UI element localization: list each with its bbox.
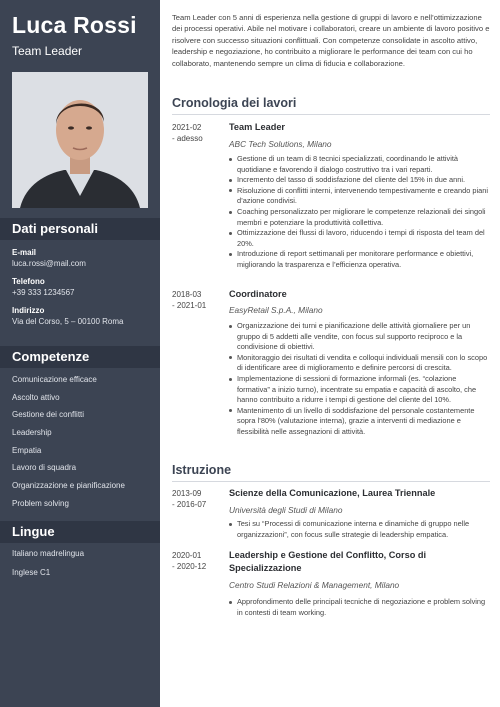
candidate-name: Luca Rossi <box>12 12 137 38</box>
email-value[interactable]: luca.rossi@mail.com <box>12 259 86 268</box>
skill-item: Problem solving <box>12 499 69 508</box>
list-item: Gestione di un team di 8 tecnici specializzati, coordinando le attività quotidiane e favorendo il dialogo costruttivo tra i vari reparti. <box>229 154 491 175</box>
list-item: Tesi su “Processi di comunicazione interna e dinamiche di gruppo nelle organizzazioni”, con focus sulle strategie di leadership empatica. <box>229 519 491 540</box>
education-school: Università degli Studi di Milano <box>229 505 343 515</box>
education-date-start: 2013-09 <box>172 489 202 498</box>
job-title: Team Leader <box>229 122 285 132</box>
job-date-end: - 2021-01 <box>172 301 207 310</box>
skill-item: Comunicazione efficace <box>12 375 97 384</box>
main-content <box>160 0 500 707</box>
skill-item: Leadership <box>12 428 52 437</box>
education-date-end: - 2016-07 <box>172 500 207 509</box>
education-title-continued: Specializzazione <box>229 563 302 573</box>
list-item: Incremento del tasso di soddisfazione del cliente del 15% in due anni. <box>229 175 491 186</box>
job-date-start: 2021-02 <box>172 123 202 132</box>
skill-item: Empatia <box>12 446 42 455</box>
profile-summary: Team Leader con 5 anni di esperienza nella gestione di gruppi di lavoro e nell’ottimizzazione dei processi operativi. Abile nel motivare i collaboratori, creare un ambiente di lavoro positivo e risolvere con successo situazioni conflittuali. Con competenze consolidate in ascolto attivo, leadership e negoziazione, ho contribuito a migliorare le performance dei team con cui ho collaborato, mantenendo sempre un clima di fiducia e collaborazione. <box>172 13 490 68</box>
education-title: Leadership e Gestione del Conflitto, Corso di <box>229 550 427 560</box>
job-date-start: 2018-03 <box>172 290 202 299</box>
list-item: Mantenimento di un livello di soddisfazione del personale costantemente sopra l’80% (valutazione interna), grazie a interventi di mediazione e flessibilità nelle assegnazioni di attività. <box>229 406 491 438</box>
job-bullets <box>229 154 491 271</box>
education-heading: Istruzione <box>172 463 490 482</box>
list-item: Risoluzione di conflitti interni, intervenendo tempestivamente e creando piani d’azione condivisi. <box>229 186 491 207</box>
sidebar <box>0 0 160 707</box>
profile-photo <box>12 72 148 208</box>
email-label: E-mail <box>12 248 37 257</box>
job-title: Coordinatore <box>229 289 287 299</box>
skill-item: Lavoro di squadra <box>12 463 77 472</box>
skill-item: Gestione dei conflitti <box>12 410 85 419</box>
skills-heading: Competenze <box>0 346 160 368</box>
education-bullets <box>229 597 491 618</box>
job-company: ABC Tech Solutions, Milano <box>229 139 332 149</box>
list-item: Implementazione di sessioni di formazione informali (es. “colazione formativa” a inizio turno), incentrate su empatia e capacità di ascolto, che hanno contribuito a ridurre i tempi di gestione del cliente del 10%. <box>229 374 491 406</box>
job-date-end: - adesso <box>172 134 203 143</box>
list-item: Introduzione di report settimanali per monitorare performance e obiettivi, migliorando la trasparenza e l’efficienza operativa. <box>229 249 491 270</box>
list-item: Ottimizzazione dei flussi di lavoro, riducendo i tempi di risposta del team del 20%. <box>229 228 491 249</box>
education-school: Centro Studi Relazioni & Management, Milano <box>229 580 400 590</box>
languages-heading: Lingue <box>0 521 160 543</box>
education-bullets <box>229 519 491 540</box>
candidate-role: Team Leader <box>12 44 83 58</box>
personal-data-heading: Dati personali <box>0 218 160 240</box>
list-item: Coaching personalizzato per migliorare le competenze relazionali dei singoli membri e potenziare la produttività collettiva. <box>229 207 491 228</box>
address-value: Via del Corso, 5 – 00100 Roma <box>12 317 124 326</box>
address-label: Indirizzo <box>12 306 45 315</box>
education-date-start: 2020-01 <box>172 551 202 560</box>
job-company: EasyRetail S.p.A., Milano <box>229 305 323 315</box>
education-date-end: - 2020-12 <box>172 562 207 571</box>
phone-label: Telefono <box>12 277 45 286</box>
skill-item: Ascolto attivo <box>12 393 60 402</box>
list-item: Monitoraggio dei risultati di vendita e colloqui individuali mensili con lo scopo di identificare aree di miglioramento e definire percorsi di crescita. <box>229 353 491 374</box>
phone-value: +39 333 1234567 <box>12 288 75 297</box>
language-item: Inglese C1 <box>12 568 51 577</box>
skill-item: Organizzazione e pianificazione <box>12 481 125 490</box>
education-title: Scienze della Comunicazione, Laurea Triennale <box>229 488 436 498</box>
job-bullets <box>229 321 491 438</box>
language-item: Italiano madrelingua <box>12 549 85 558</box>
list-item: Organizzazione dei turni e pianificazione delle attività giornaliere per un gruppo di 5 addetti alle vendite, con focus sul supporto reciproco e la condivisione di obiettivi. <box>229 321 491 353</box>
work-history-heading: Cronologia dei lavori <box>172 96 490 115</box>
list-item: Approfondimento delle principali tecniche di negoziazione e problem solving in contesti di team working. <box>229 597 491 618</box>
